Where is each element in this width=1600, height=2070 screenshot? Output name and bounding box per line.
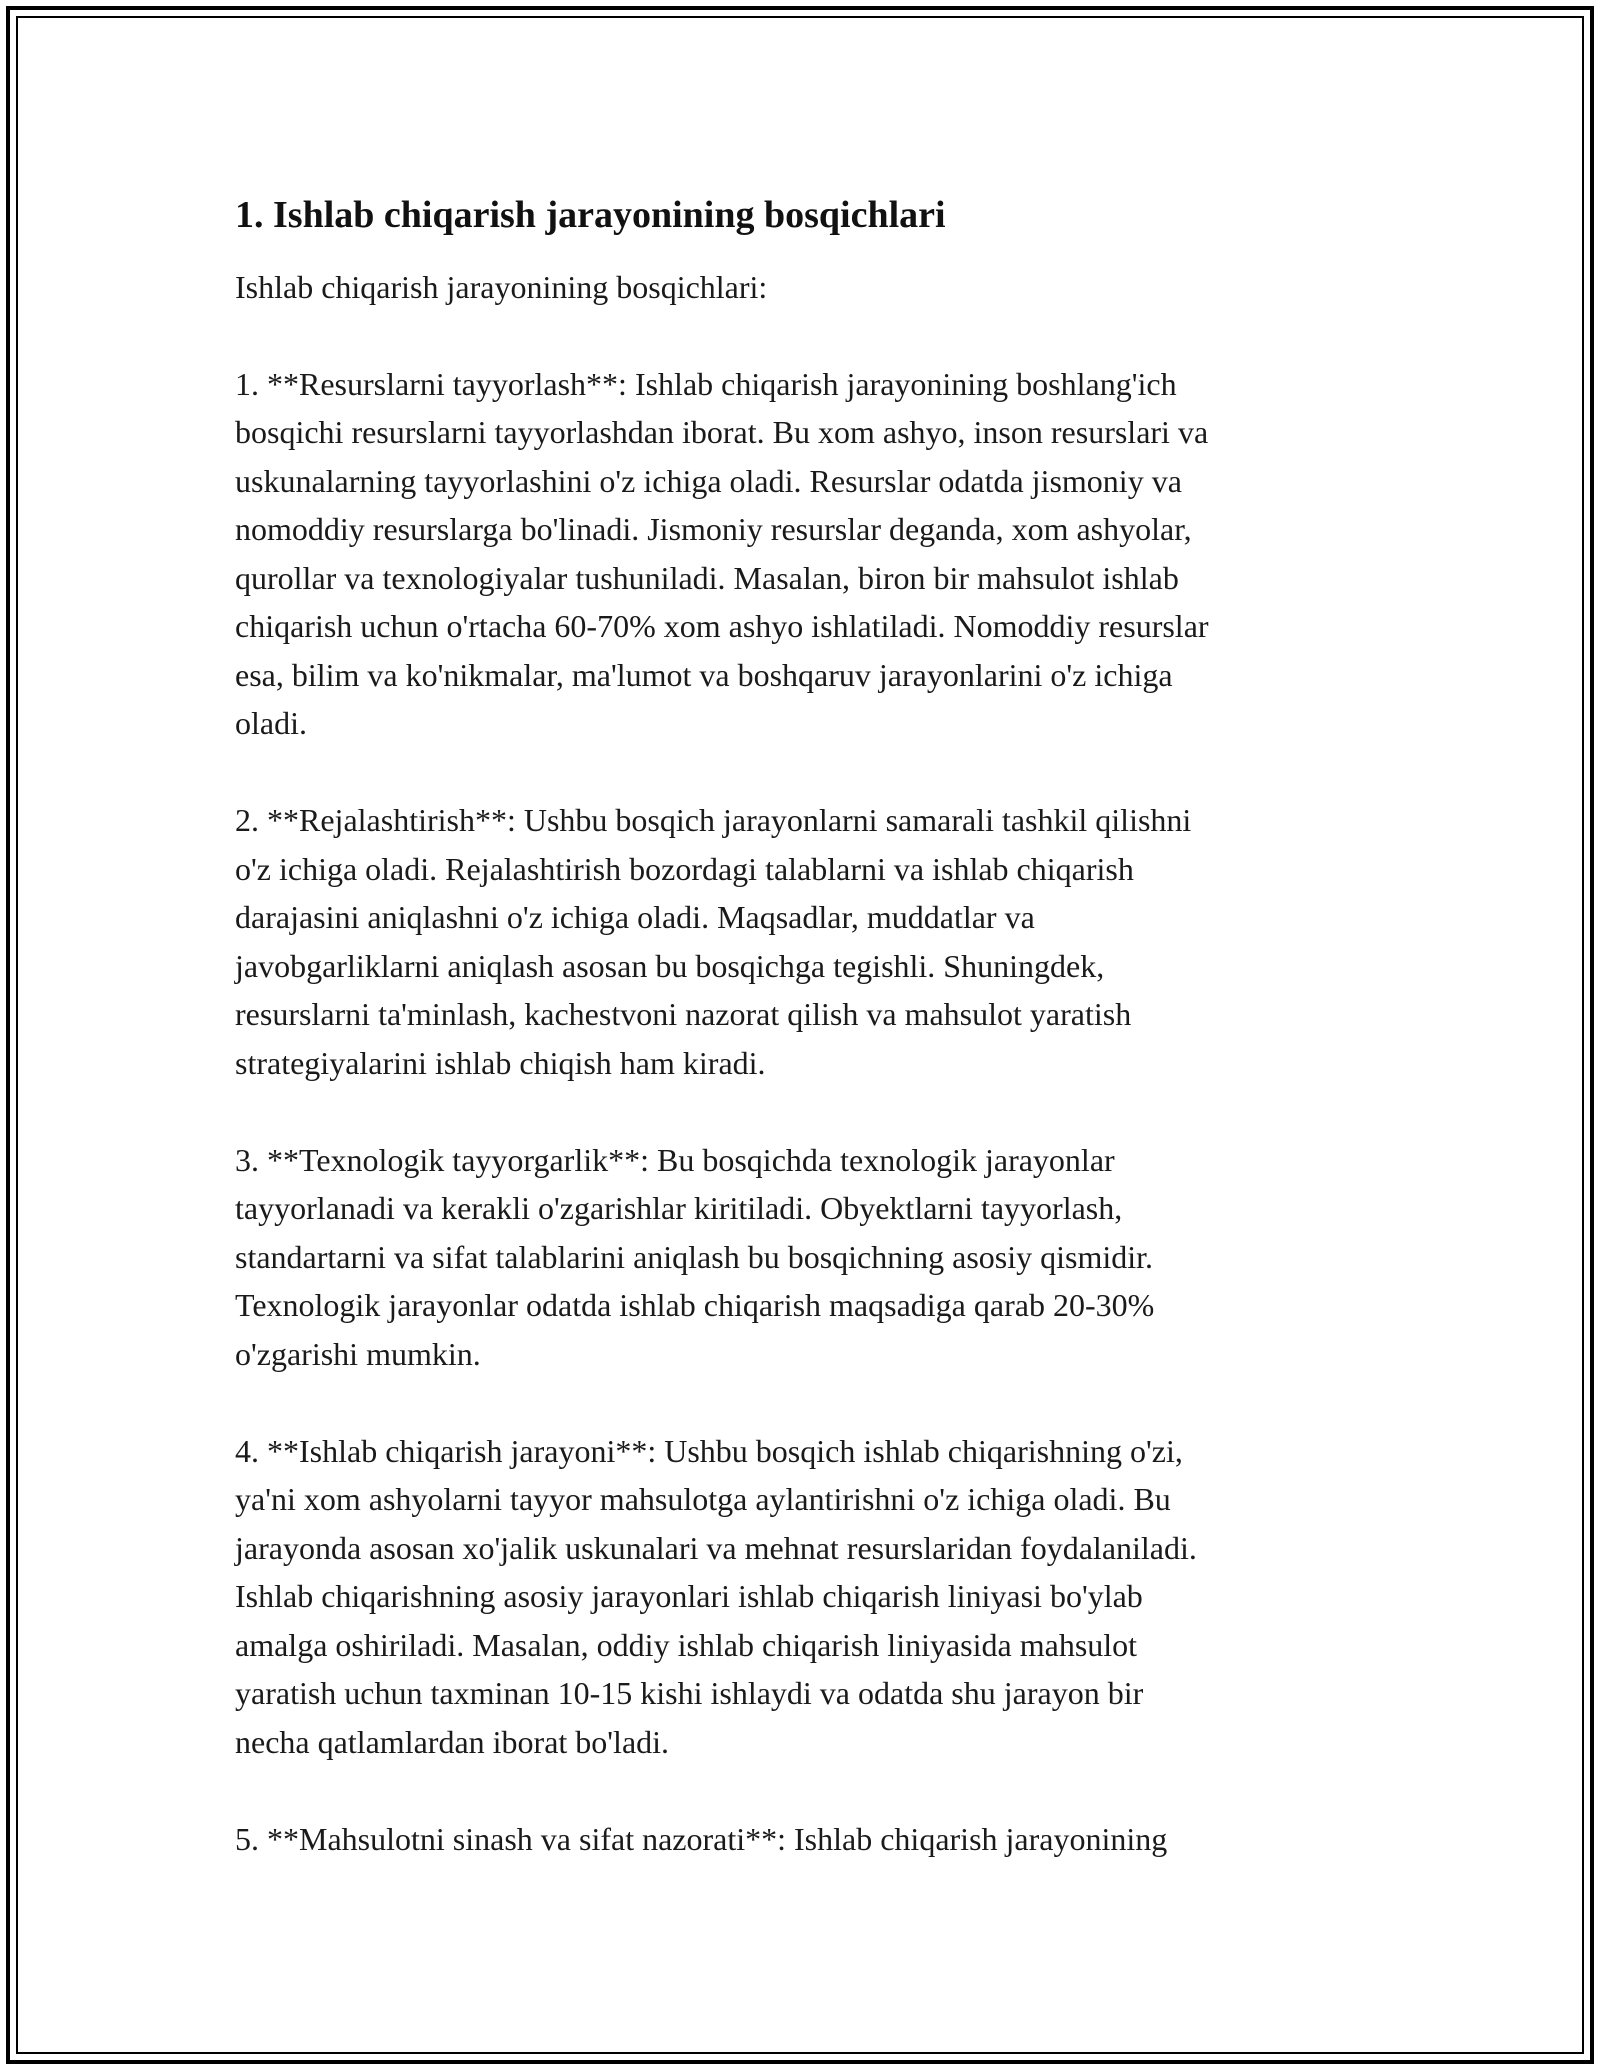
section-heading: 1. Ishlab chiqarish jarayonining bosqichlari [235, 194, 946, 236]
list-item-quality-control: 5. **Mahsulotni sinash va sifat nazorati**: Ishlab chiqarish jarayonining [235, 1820, 1168, 1857]
list-item-technological-preparation: 3. **Texnologik tayyorgarlik**: Bu bosqichda texnologik jarayonlar tayyorlanadi va kerakli o'zgarishlar kiritiladi. Obyektlarni tayyorlash, standartarni va sifat talablarini aniqlash bu bosqichning asosiy qismidir. Texnologik jarayonlar odatda ishlab chiqarish maqsadiga qarab 20-30% o'zgarishi mumkin. [235, 1141, 1155, 1372]
document-body [235, 180, 1385, 1863]
list-item-resources: 1. **Resurslarni tayyorlash**: Ishlab chiqarish jarayonining boshlang'ich bosqichi resurslarni tayyorlashdan iborat. Bu xom ashyo, inson resurslari va uskunalarning tayyorlashini o'z ichiga oladi. Resurslar odatda jismoniy va nomoddiy resurslarga bo'linadi. Jismoniy resurslar deganda, xom ashyolar, qurollar va texnologiyalar tushuniladi. Masalan, biron bir mahsulot ishlab chiqarish uchun o'rtacha 60-70% xom ashyo ishlatiladi. Nomoddiy resurslar esa, bilim va ko'nikmalar, ma'lumot va boshqaruv jarayonlarini o'z ichiga oladi. [235, 365, 1209, 742]
list-item-production-process: 4. **Ishlab chiqarish jarayoni**: Ushbu bosqich ishlab chiqarishning o'zi, ya'ni xom ashyolarni tayyor mahsulotga aylantirishni o'z ichiga oladi. Bu jarayonda asosan xo'jalik uskunalari va mehnat resurslaridan foydalaniladi. Ishlab chiqarishning asosiy jarayonlari ishlab chiqarish liniyasi bo'ylab amalga oshiriladi. Masalan, oddiy ishlab chiqarish liniyasida mahsulot yaratish uchun taxminan 10-15 kishi ishlaydi va odatda shu jarayon bir necha qatlamlardan iborat bo'ladi. [235, 1432, 1197, 1760]
list-item-planning: 2. **Rejalashtirish**: Ushbu bosqich jarayonlarni samarali tashkil qilishni o'z ichiga oladi. Rejalashtirish bozordagi talablarni va ishlab chiqarish darajasini aniqlashni o'z ichiga oladi. Maqsadlar, muddatlar va javobgarliklarni aniqlash asosan bu bosqichga tegishli. Shuningdek, resurslarni ta'minlash, kachestvoni nazorat qilish va mahsulot yaratish strategiyalarini ishlab chiqish ham kiradi. [235, 802, 1192, 1081]
intro-paragraph: Ishlab chiqarish jarayonining bosqichlari: [235, 268, 768, 305]
